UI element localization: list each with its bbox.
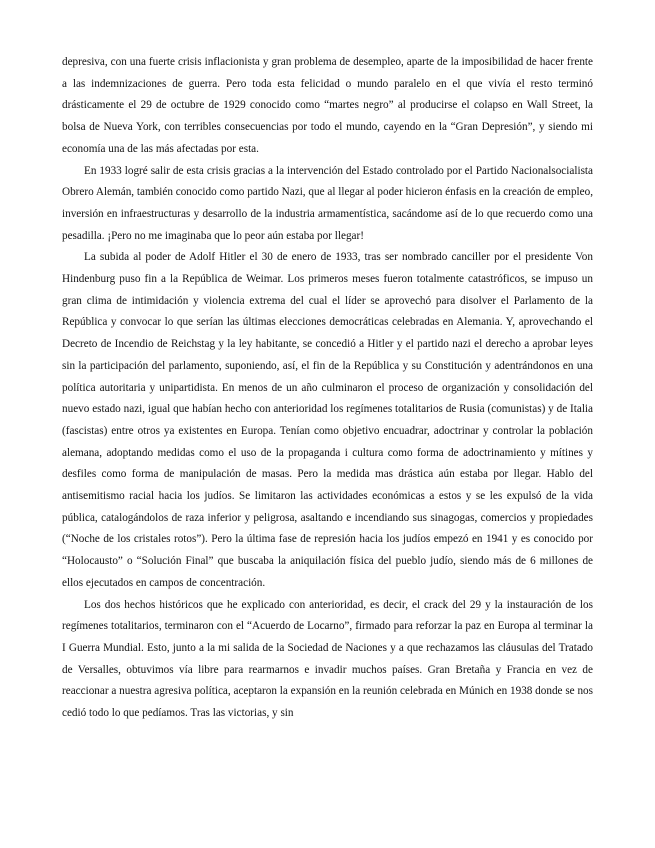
paragraph-3: La subida al poder de Adolf Hitler el 30 de enero de 1933, tras ser nombrado canciller por el presidente Von Hindenburg puso fin a la República de Weimar. Los primeros meses fueron totalmente catastróficos, se impuso un gran clima de intimidación y violencia extrema del cual el líder se aprovechó para disolver el Parlamento de la República y convocar lo que serían las últimas elecciones democráticas celebradas en Alemania. Y, aprovechando el Decreto de Incendio de Reichstag y la ley habitante, se concedió a Hitler y el partido nazi el derecho a aprobar leyes sin la participación del parlamento, suponiendo, así, el fin de la República y su Constitución y adentrándonos en una política autoritaria y unipartidista. En menos de un año culminaron el proceso de organización y consolidación del nuevo estado nazi, igual que habían hecho con anterioridad los regímenes totalitarios de Rusia (comunistas) y de Italia (fascistas) entre otros ya existentes en Europa. Tenían como objetivo encuadrar, adoctrinar y controlar la población alemana, adoptando medidas como el uso de la propaganda i cultura como forma de adoctrinamiento y mítines y desfiles como forma de manipulación de masas. Pero la medida mas drástica aún estaba por llegar. Hablo del antisemitismo racial hacia los judíos. Se limitaron las actividades económicas a estos y se les expulsó de la vida pública, catalogándolos de raza inferior y peligrosa, asaltando e incendiando sus sinagogas, comercios y propiedades (“Noche de los cristales rotos”). Pero la última fase de represión hacia los judíos empezó en 1941 y es conocido por “Holocausto” o “Solución Final” que buscaba la aniquilación física del pueblo judío, siendo más de 6 millones de ellos ejecutados en campos de concentración. bbox=[62, 251, 593, 589]
paragraph-2: En 1933 logré salir de esta crisis gracias a la intervención del Estado controlado por el Partido Nacionalsocialista Obrero Alemán, también conocido como partido Nazi, que al llegar al poder hicieron énfasis en la creación de empleo, inversión en infraestructuras y desarrollo de la industria armamentística, sacándome así de lo que recuerdo como una pesadilla. ¡Pero no me imaginaba que lo peor aún estaba por llegar! bbox=[62, 164, 593, 242]
paragraph-4: Los dos hechos históricos que he explicado con anterioridad, es decir, el crack del 29 y la instauración de los regímenes totalitarios, terminaron con el “Acuerdo de Locarno”, firmado para reforzar la paz en Europa al terminar la I Guerra Mundial. Esto, junto a la mi salida de la Sociedad de Naciones y a que rechazamos las cláusulas del Tratado de Versalles, obtuvimos vía libre para rearmarnos e invadir muchos países. Gran Bretaña y Francia en vez de reaccionar a nuestra agresiva política, aceptaron la expansión en la reunión celebrada en Múnich en 1938 donde se nos cedió todo lo que pedíamos. Tras las victorias, y sin bbox=[62, 598, 593, 720]
document-page bbox=[62, 52, 593, 725]
paragraph-1: depresiva, con una fuerte crisis inflacionista y gran problema de desempleo, aparte de la imposibilidad de hacer frente a las indemnizaciones de guerra. Pero toda esta felicidad o mundo paralelo en el que vivía el resto terminó drásticamente el 29 de octubre de 1929 conocido como “martes negro” al producirse el colapso en Wall Street, la bolsa de Nueva York, con terribles consecuencias por todo el mundo, cayendo en la “Gran Depresión”, y siendo mi economía una de las más afectadas por esta. bbox=[62, 56, 593, 155]
